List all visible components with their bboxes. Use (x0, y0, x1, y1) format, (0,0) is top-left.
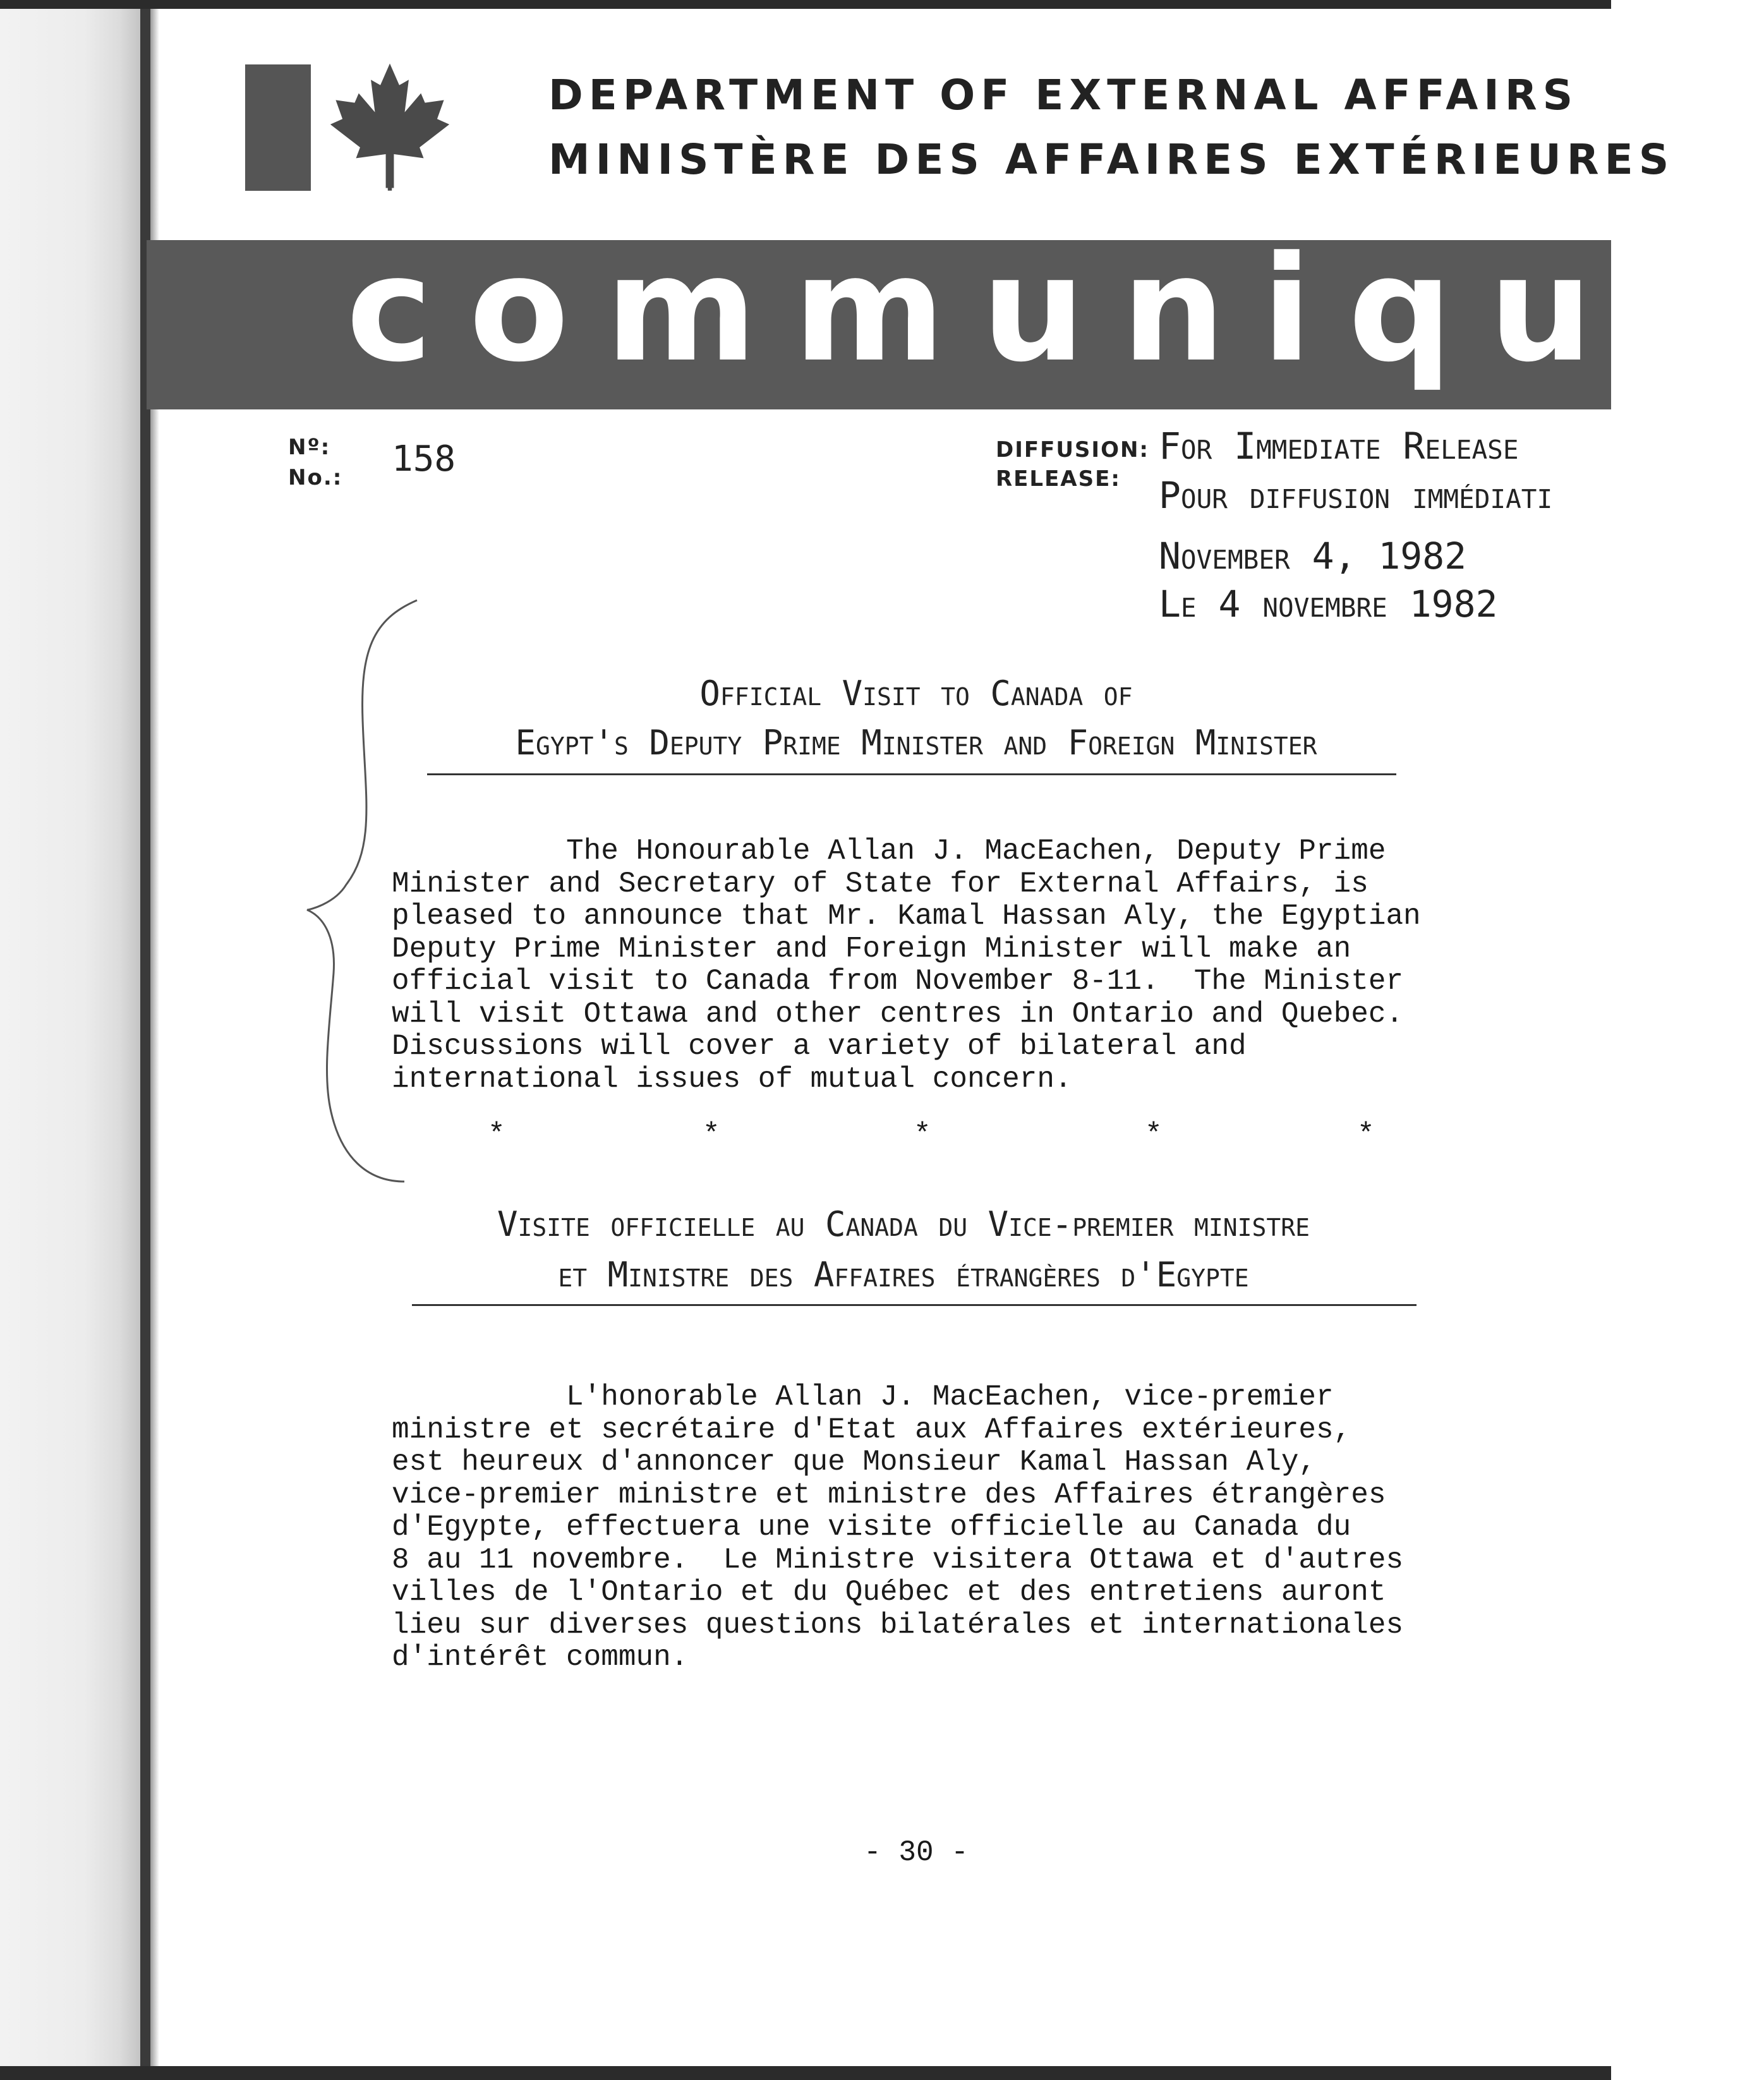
separator-star: * (1145, 1118, 1163, 1151)
department-name-en: DEPARTMENT OF EXTERNAL AFFAIRS (548, 71, 1579, 119)
communique-number: 158 (392, 438, 456, 480)
french-body-line: d'intérêt commun. (392, 1641, 689, 1674)
scan-bottom-edge (0, 2066, 1611, 2080)
french-body-line: 8 au 11 novembre. Le Ministre visitera Ottawa et d'autres (392, 1543, 1404, 1576)
french-body-line: villes de l'Ontario et du Québec et des entretiens auront (392, 1576, 1386, 1609)
separator-star: * (914, 1118, 931, 1151)
release-en: For Immediate Release (1159, 425, 1519, 468)
english-body-line: The Honourable Allan J. MacEachen, Deputy Prime (392, 835, 1386, 868)
page-number: - 30 - (864, 1836, 969, 1869)
scan-left-margin (0, 9, 140, 2066)
french-title-line1: Visite officielle au Canada du Vice-premier ministre (497, 1204, 1310, 1244)
french-body (392, 1381, 1403, 1674)
french-body-line: ministre et secrétaire d'Etat aux Affaires extérieures, (392, 1413, 1351, 1446)
english-body-line: Discussions will cover a variety of bilateral and (392, 1030, 1247, 1063)
french-body-line: vice-premier ministre et ministre des Affaires étrangères (392, 1478, 1386, 1511)
english-body-line: will visit Ottawa and other centres in Ontario and Quebec. (392, 997, 1404, 1031)
english-title-line2: Egypt's Deputy Prime Minister and Foreign Minister (515, 723, 1317, 763)
release-fr: Pour diffusion immédiati (1159, 474, 1553, 517)
english-body-line: official visit to Canada from November 8-11. The Minister (392, 965, 1404, 998)
separator-star: * (488, 1118, 505, 1151)
number-label-en: No.: (288, 465, 343, 490)
separator-star: * (703, 1118, 720, 1151)
french-title-line2: et Ministre des Affaires étrangères d'Egypte (558, 1255, 1249, 1295)
english-body-line: pleased to announce that Mr. Kamal Hassan Aly, the Egyptian (392, 900, 1421, 933)
french-body-line: est heureux d'annoncer que Monsieur Kamal Hassan Aly, (392, 1446, 1317, 1478)
date-fr: Le 4 novembre 1982 (1159, 583, 1498, 626)
diffusion-label: DIFFUSION: (996, 437, 1150, 463)
scan-top-edge (0, 0, 1611, 9)
french-body-line: L'honorable Allan J. MacEachen, vice-premier (392, 1381, 1334, 1413)
flag-bar (245, 64, 311, 191)
department-name-fr: MINISTÈRE DES AFFAIRES EXTÉRIEURES (548, 135, 1675, 184)
english-body-line: Minister and Secretary of State for External Affairs, is (392, 867, 1368, 900)
french-body-line: d'Egypte, effectuera une visite officielle au Canada du (392, 1511, 1351, 1544)
french-title-underline (412, 1304, 1417, 1306)
release-label: RELEASE: (996, 466, 1121, 492)
english-title-line1: Official Visit to Canada of (699, 674, 1133, 713)
number-label-fr: Nº: (288, 435, 331, 460)
date-en: November 4, 1982 (1159, 535, 1467, 577)
english-body (392, 835, 1421, 1096)
english-title-underline (427, 773, 1396, 775)
maple-leaf-icon (322, 58, 457, 193)
french-body-line: lieu sur diverses questions bilatérales et internationales (392, 1608, 1404, 1642)
separator-star: * (1357, 1118, 1375, 1151)
english-body-line: Deputy Prime Minister and Foreign Minister will make an (392, 932, 1351, 965)
communique-title: communiqué (346, 226, 1764, 394)
english-body-line: international issues of mutual concern. (392, 1062, 1072, 1096)
